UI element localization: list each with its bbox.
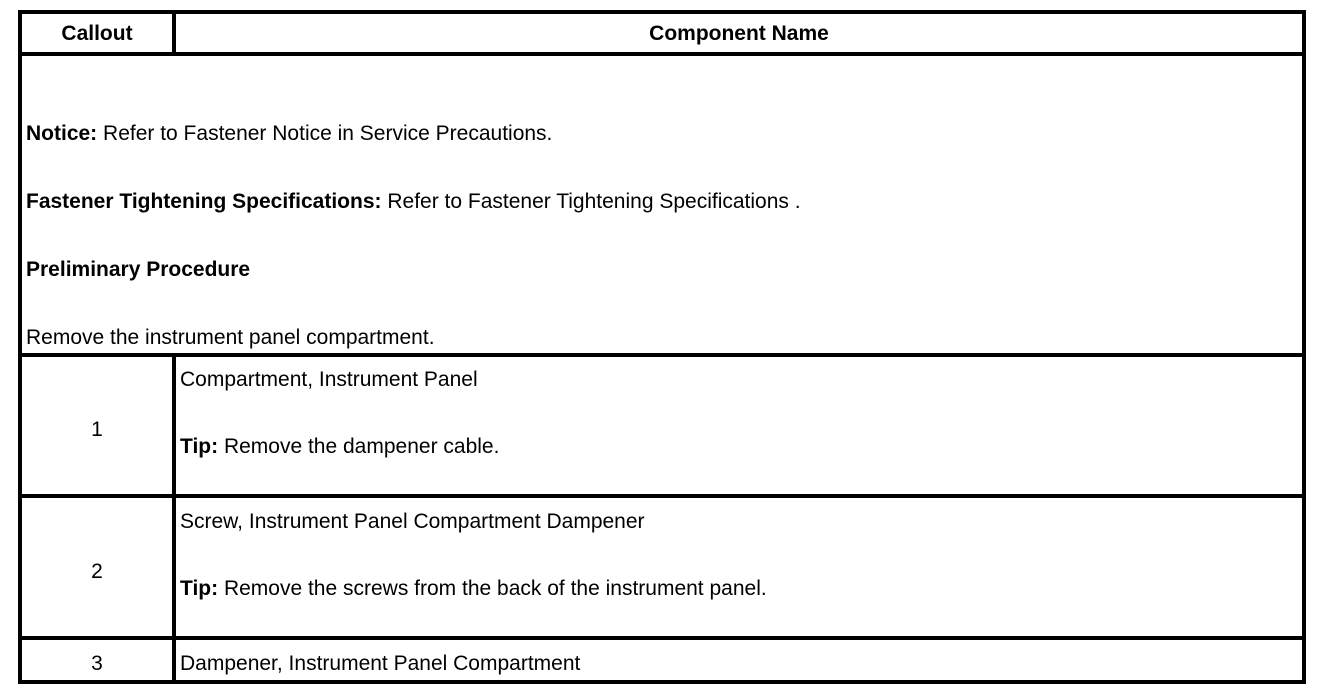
preliminary-text: Remove the instrument panel compartment. [26, 326, 435, 349]
fastener-spec-label: Fastener Tightening Specifications: [26, 190, 382, 213]
row-2-tip [180, 577, 767, 601]
notice-text: Refer to Fastener Notice in Service Precautions. [97, 122, 553, 145]
row-2-rule [22, 636, 1302, 640]
preliminary-heading: Preliminary Procedure [26, 258, 251, 281]
fastener-spec-line [26, 190, 801, 214]
header-callout: Callout [61, 22, 133, 45]
fastener-spec-text: Refer to Fastener Tightening Specifications . [381, 190, 801, 213]
row-2-tip-text: Remove the screws from the back of the instrument panel. [218, 577, 767, 600]
intro-rule [22, 353, 1302, 357]
row-1-tip-text: Remove the dampener cable. [218, 435, 500, 458]
notice-label: Notice: [26, 122, 98, 145]
header-rule [22, 52, 1302, 56]
component-table [18, 10, 1306, 684]
row-2-tip-label: Tip: [180, 577, 219, 600]
row-1-tip [180, 435, 499, 459]
header-component-name: Component Name [649, 22, 829, 45]
row-1-callout: 1 [91, 418, 103, 441]
column-divider [172, 353, 176, 680]
row-3-callout: 3 [91, 652, 103, 675]
row-3-name: Dampener, Instrument Panel Compartment [180, 652, 581, 675]
row-1-rule [22, 494, 1302, 498]
header-divider [172, 14, 176, 52]
row-1-name: Compartment, Instrument Panel [180, 368, 478, 391]
row-1-tip-label: Tip: [180, 435, 219, 458]
row-2-callout: 2 [91, 560, 103, 583]
row-2-name: Screw, Instrument Panel Compartment Dampener [180, 510, 645, 533]
notice-line [26, 122, 552, 146]
